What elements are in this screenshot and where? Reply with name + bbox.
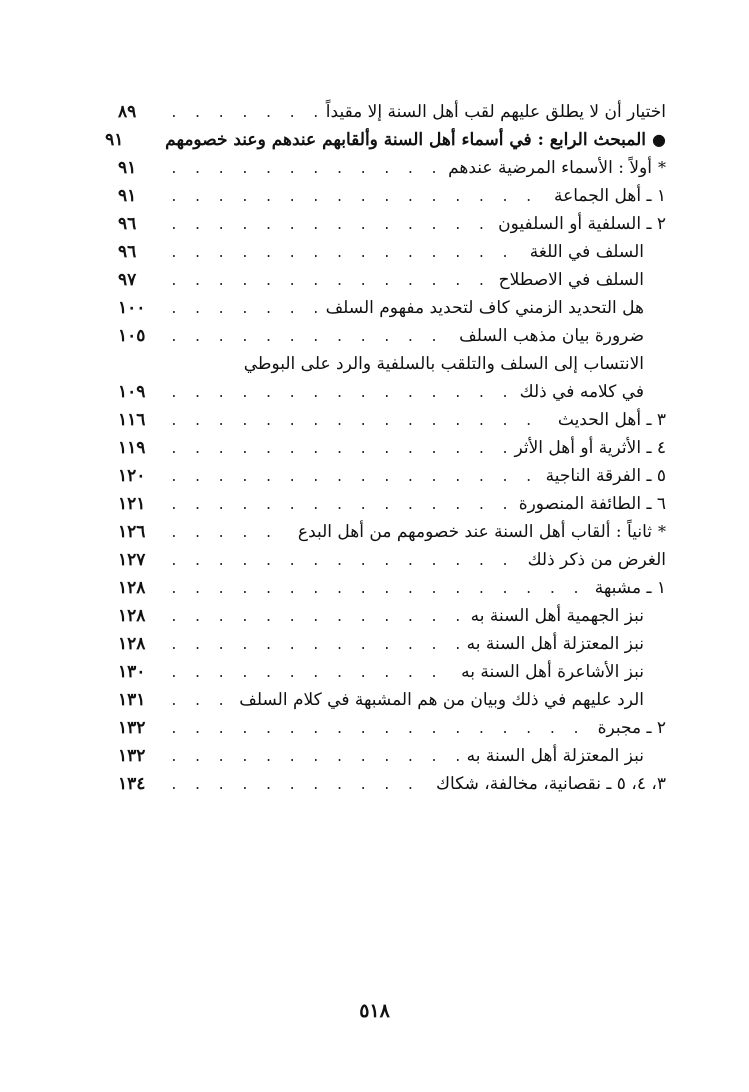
dot-leader	[170, 215, 490, 237]
toc-entry-title	[461, 661, 644, 683]
toc-entry-title	[467, 633, 644, 655]
dot-leader	[170, 551, 520, 573]
toc-entry	[118, 573, 666, 601]
toc-entry-title	[326, 297, 644, 319]
toc-entry-title	[326, 101, 666, 123]
toc-entry-page-number: ١٠٠	[118, 298, 146, 318]
toc-entry-text: ٤ ـ الأثرية أو أهل الأثر	[514, 438, 666, 458]
filled-circle-bullet-icon: ●	[652, 130, 666, 149]
toc-entry-text: في كلامه في ذلك	[519, 382, 644, 402]
toc-entry-title	[471, 605, 644, 627]
dot-leader	[170, 691, 231, 713]
toc-entry	[105, 125, 666, 153]
dot-leader	[170, 663, 453, 685]
toc-entry-title	[595, 577, 666, 599]
dot-leader	[170, 243, 522, 265]
toc-entry	[118, 209, 666, 237]
toc-entry-page-number: ١٠٥	[118, 326, 146, 346]
toc-entry	[118, 293, 666, 321]
toc-entry-text: ٢ ـ مجبرة	[597, 718, 666, 738]
toc-entry-text: هل التحديد الزمني كاف لتحديد مفهوم السلف	[325, 298, 644, 318]
dot-leader	[170, 439, 506, 461]
toc-entry-page-number: ١٣٠	[118, 662, 146, 682]
toc-entry-text: ١ ـ أهل الجماعة	[553, 186, 666, 206]
toc-entry-page-number: ١٢٨	[118, 634, 146, 654]
dot-leader	[170, 103, 318, 125]
toc-entry	[118, 265, 666, 293]
toc-entry-page-number: ١١٦	[118, 410, 146, 430]
toc-entry-title	[514, 437, 666, 459]
toc-entry-title	[165, 129, 666, 151]
toc-entry-title	[467, 745, 644, 767]
toc-entry-text: الغرض من ذكر ذلك	[527, 550, 666, 570]
toc-entry-title	[498, 213, 666, 235]
toc-entry-text: نبز الجهمية أهل السنة به	[470, 606, 644, 626]
dot-leader	[170, 607, 463, 629]
dot-leader	[170, 635, 459, 657]
toc-entry-text: ٦ ـ الطائفة المنصورة	[518, 494, 666, 514]
toc-entry-page-number: ٨٩	[118, 102, 137, 122]
toc-entry-title	[528, 549, 666, 571]
dot-leader	[170, 299, 318, 321]
dot-leader	[170, 719, 590, 741]
toc-entry-title	[520, 381, 644, 403]
toc-entry-page-number: ١٢٦	[118, 522, 146, 542]
toc-entry-text: السلف في الاصطلاح	[498, 270, 644, 290]
toc-entry-title	[530, 241, 644, 263]
toc-entry-page-number: ١٣١	[118, 690, 146, 710]
toc-entry-page-number: ١٢٨	[118, 578, 146, 598]
toc-entry-title	[436, 773, 666, 795]
dot-leader	[170, 327, 451, 349]
toc-entry	[118, 713, 666, 741]
toc-entry-page-number: ١٣٤	[118, 774, 146, 794]
toc-entry-title	[519, 493, 666, 515]
toc-entry-title	[598, 717, 666, 739]
toc-entry-text: ٥ ـ الفرقة الناجية	[545, 466, 666, 486]
toc-entry	[118, 321, 666, 349]
toc-entry	[118, 377, 666, 405]
toc-entry-text: اختيار أن لا يطلق عليهم لقب أهل السنة إلا مقيداً	[325, 102, 666, 122]
dot-leader	[170, 467, 538, 489]
toc-entry-page-number: ١٢٧	[118, 550, 146, 570]
toc-entry-text: نبز الأشاعرة أهل السنة به	[461, 662, 644, 682]
toc-entry-page-number: ١٠٩	[118, 382, 146, 402]
toc-entry-page-number: ٩٧	[118, 270, 137, 290]
toc-entry	[118, 97, 666, 125]
dot-leader	[170, 159, 440, 181]
toc-entry-text: ٣، ٤، ٥ ـ نقصانية، مخالفة، شكاك	[436, 774, 666, 794]
toc-entry-text: ٣ ـ أهل الحديث	[557, 410, 666, 430]
toc-entry	[118, 405, 666, 433]
toc-entry	[118, 461, 666, 489]
toc-entry-title	[448, 157, 666, 179]
toc-entry-page-number: ١٣٢	[118, 746, 146, 766]
dot-leader	[170, 495, 511, 517]
dot-leader	[170, 523, 290, 545]
toc-entry-page-number: ٩١	[118, 186, 137, 206]
toc-entry	[118, 349, 666, 377]
dot-leader	[170, 775, 428, 797]
toc-entry	[118, 517, 666, 545]
dot-leader	[170, 579, 587, 601]
toc-entry-text: ٢ ـ السلفية أو السلفيون	[498, 214, 666, 234]
toc-entry-page-number: ٩١	[105, 130, 124, 150]
toc-entry-title	[554, 185, 666, 207]
toc-entry-title	[298, 521, 666, 543]
dot-leader	[170, 271, 491, 293]
toc-entry	[118, 629, 666, 657]
toc-entry-page-number: ٩٦	[118, 242, 137, 262]
toc-entry-page-number: ١٢٠	[118, 466, 146, 486]
page-number: ٥١٨	[359, 1000, 390, 1022]
toc-entry	[118, 741, 666, 769]
toc-entry-text: الرد عليهم في ذلك وبيان من هم المشبهة في كلام السلف	[239, 690, 644, 710]
toc-entry	[118, 489, 666, 517]
toc-entry	[118, 237, 666, 265]
asterisk-bullet-icon: *	[658, 158, 666, 177]
toc-entry-title	[499, 269, 644, 291]
toc-entry	[118, 181, 666, 209]
toc-entry-title	[558, 409, 666, 431]
dot-leader	[170, 411, 550, 433]
toc-entry-page-number: ١١٩	[118, 438, 146, 458]
toc-entry-text: نبز المعتزلة أهل السنة به	[466, 634, 644, 654]
toc-entry-text: المبحث الرابع : في أسماء أهل السنة وألقابهم عندهم وعند خصومهم	[165, 130, 647, 150]
toc-entry-text: نبز المعتزلة أهل السنة به	[466, 746, 644, 766]
toc-entry-text: ضرورة بيان مذهب السلف	[459, 326, 644, 346]
asterisk-bullet-icon: *	[658, 522, 666, 541]
toc-entry-title	[459, 325, 644, 347]
toc-entry	[118, 601, 666, 629]
toc-entry-text: السلف في اللغة	[529, 242, 644, 262]
table-of-contents	[105, 97, 666, 797]
dot-leader	[170, 747, 459, 769]
dot-leader	[170, 383, 512, 405]
toc-entry-text: الانتساب إلى السلف والتلقب بالسلفية والرد على البوطي	[243, 354, 644, 374]
toc-entry-page-number: ١٣٢	[118, 718, 146, 738]
dot-leader	[170, 187, 546, 209]
toc-entry-title	[546, 465, 666, 487]
toc-entry-title	[244, 353, 644, 375]
toc-entry-page-number: ٩٦	[118, 214, 137, 234]
toc-entry-title	[239, 689, 644, 711]
toc-entry	[118, 685, 666, 713]
toc-entry-page-number: ١٢٨	[118, 606, 146, 626]
toc-entry-text: أولاً : الأسماء المرضية عندهم	[448, 158, 652, 178]
toc-entry	[118, 769, 666, 797]
toc-entry	[118, 657, 666, 685]
toc-entry	[118, 153, 666, 181]
toc-entry	[118, 545, 666, 573]
toc-entry	[118, 433, 666, 461]
toc-entry-text: ١ ـ مشبهة	[594, 578, 666, 598]
toc-entry-text: ثانياً : ألقاب أهل السنة عند خصومهم من أهل البدع	[297, 522, 652, 542]
toc-entry-page-number: ١٢١	[118, 494, 146, 514]
toc-entry-page-number: ٩١	[118, 158, 137, 178]
